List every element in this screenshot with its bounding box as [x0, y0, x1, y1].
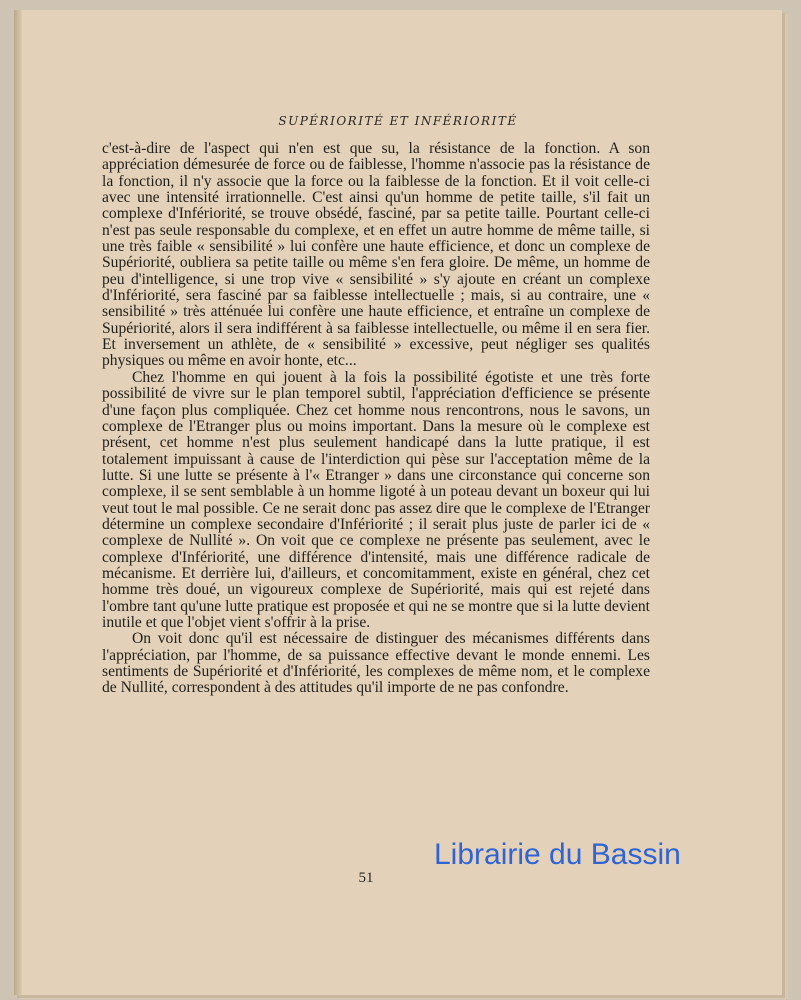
paragraph-3: On voit donc qu'il est nécessaire de distinguer des mécanismes différents dans l'appréciation, par l'homme, de sa puissance effective devant le monde ennemi. Les sentiments de Supériorité et d'Infériorité, les complexes de même nom, et le complexe de Nullité, correspondent à des attitudes qu'il importe de ne pas confondre.: [102, 630, 650, 697]
paragraph-2: Chez l'homme en qui jouent à la fois la possibilité égotiste et une très forte possibilité de vivre sur le plan temporel subtil, l'appréciation d'efficience se présente d'une façon plus compliquée. Chez cet homme nous rencontrons, nous le savons, un complexe de l'Etranger plus ou moins important. Dans la mesure où le complexe est présent, cet homme n'est plus seulement handicapé dans la lutte pratique, il est totalement impuissant à cause de l'interdiction qui pèse sur l'acceptation même de la lutte. Si une lutte se présente à l'« Etranger » dans une circonstance qui concerne son complexe, il se sent semblable à un homme ligoté à un poteau devant un boxeur qui lui veut tout le mal possible. Ce ne serait donc pas assez dire que le complexe de l'Etranger détermine un complexe secondaire d'Infériorité ; il serait plus juste de parler ici de « complexe de Nullité ». On voit que ce complexe ne présente pas seulement, avec le complexe d'Infériorité, une différence d'intensité, mais une différence radicale de mécanisme. Et derrière lui, d'ailleurs, et concomitamment, existe en général, chez cet homme très doué, un vigoureux complexe de Supériorité, mais qui est rejeté dans l'ombre tant qu'une lutte pratique est proposée et qui ne se montre que si la lutte devient inutile et que l'objet vient s'offrir à la prise.: [102, 368, 650, 631]
page-spine-shadow: [14, 10, 22, 995]
paragraph-1: c'est-à-dire de l'aspect qui n'en est que su, la résistance de la fonction. A son appréciation démesurée de force ou de faiblesse, l'homme n'associe pas la résistance de la fonction, il n'y associe que la force ou la faiblesse de la fonction. Et il voit celle-ci avec une intensité irrationnelle. C'est ainsi qu'un homme de petite taille, s'il fait un complexe d'Infériorité, se trouve obsédé, fasciné, par sa petite taille. Pourtant celle-ci n'est pas seule responsable du complexe, et en effet un autre homme de même taille, si une très faible « sensibilité » lui confère une haute efficience, et donc un complexe de Supériorité, oubliera sa petite taille ou même s'en fera gloire. De même, un homme de peu d'intelligence, si une trop vive « sensibilité » s'y ajoute en créant un complexe d'Infériorité, sera fasciné par sa faiblesse intellectuelle ; mais, si au contraire, une « sensibilité » très atténuée lui confère une haute efficience, et entraîne un complexe de Supériorité, alors il sera indifférent à sa faiblesse intellectuelle, ou même il en sera fier. Et inversement un athlète, de « sensibilité » excessive, peut négliger ses qualités physiques ou même en avoir honte, etc...: [102, 140, 650, 370]
bookseller-watermark: Librairie du Bassin: [434, 838, 681, 871]
running-head: SUPÉRIORITÉ ET INFÉRIORITÉ: [278, 114, 518, 128]
book-page: [14, 10, 782, 995]
body-text: [102, 141, 650, 697]
page-number: 51: [358, 870, 374, 886]
